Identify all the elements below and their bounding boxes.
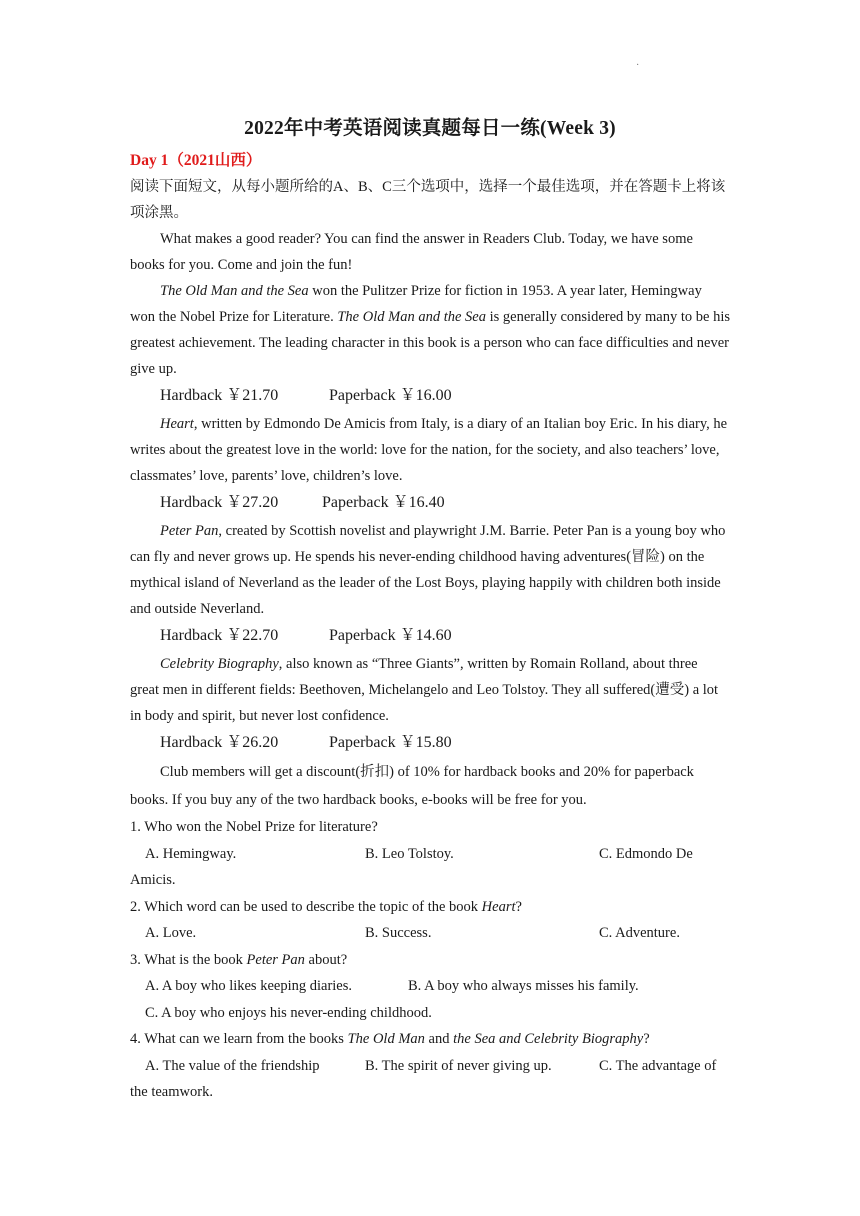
stem-book-title: Peter Pan — [246, 951, 305, 968]
option-a[interactable]: A. A boy who likes keeping diaries. — [145, 978, 353, 994]
option-c[interactable]: C. Adventure. — [599, 925, 680, 941]
question-2-options — [130, 920, 730, 947]
question-3-stem — [130, 947, 730, 974]
book-title: Celebrity Biography — [160, 656, 279, 672]
stem-end: ? — [515, 898, 522, 915]
stem-end: about? — [304, 951, 348, 968]
option-a[interactable]: A. Hemingway. — [145, 845, 237, 862]
book-description-cont: is generally considered by many to be his greatest achievement. The leading character in this book is a person who can face difficulties and never give up. — [130, 309, 730, 377]
header-dot-mark: · — [636, 60, 640, 71]
stem-mid: and — [424, 1031, 454, 1047]
instructions: 阅读下面短文，从每小题所给的A、B、C三个选项中，选择一个最佳选项，并在答题卡上将该项涂黑。 — [130, 179, 726, 221]
stem-book-title-2: the Sea and Celebrity Biography — [453, 1031, 644, 1047]
paperback-price: Paperback ￥16.00 — [329, 387, 452, 404]
book-title: The Old Man and the Sea — [160, 283, 309, 299]
question-3-options-ab — [130, 973, 730, 1000]
question-1-options — [130, 841, 730, 868]
option-c-continued: the teamwork. — [130, 1084, 213, 1100]
question-2-stem — [130, 894, 730, 921]
paperback-price: Paperback ￥16.40 — [322, 494, 445, 511]
book-paragraph-2 — [130, 411, 730, 489]
question-1-stem: 1. Who won the Nobel Prize for literature? — [130, 819, 378, 835]
option-c[interactable]: C. The advantage of — [599, 1057, 717, 1074]
stem-text: 2. Which word can be used to describe the topic of the book — [130, 898, 482, 915]
book-title-repeat: The Old Man and the Sea — [337, 309, 486, 325]
option-a[interactable]: A. The value of the friendship — [145, 1057, 320, 1074]
book-paragraph-1 — [130, 278, 730, 382]
intro-paragraph: What makes a good reader? You can find the answer in Readers Club. Today, we have some books for you. Come and join the fun! — [130, 231, 693, 273]
book-description: , created by Scottish novelist and playwright J.M. Barrie. Peter Pan is a young boy who can fly and never grows up. He spends his never-ending childhood having adventures(冒险) on the mythical island of Neverland as the leader of the Lost Boys, playing happily with children both inside and outside Neverland. — [130, 523, 726, 617]
stem-end: ? — [643, 1031, 650, 1047]
day-label: Day 1（2021山西） — [130, 152, 262, 169]
price-line-3 — [130, 622, 730, 650]
paperback-price: Paperback ￥15.80 — [329, 734, 452, 751]
option-c[interactable]: C. Edmondo De — [599, 845, 693, 862]
hardback-price: Hardback ￥27.20 — [160, 494, 279, 511]
book-description: , also known as “Three Giants”, written by Romain Rolland, about three great men in different fields: Beethoven, Michelangelo and Leo Tolstoy. They all suffered(遭受) a lot in body and spirit, but never lost confidence. — [130, 656, 719, 724]
book-description: , written by Edmondo De Amicis from Italy, is a diary of an Italian boy Eric. In his diary, he writes about the greatest love in the world: love for the nation, for the society, and also teachers’ love, classmates’ love, parents’ love, children’s love. — [130, 416, 728, 484]
stem-text: 4. What can we learn from the books — [130, 1031, 348, 1047]
club-note: Club members will get a discount(折扣) of 10% for hardback books and 20% for paperback books. If you buy any of the two hardback books, e-books will be free for you. — [130, 764, 694, 808]
book-title: Peter Pan — [160, 523, 219, 539]
question-4-options — [130, 1053, 730, 1080]
hardback-price: Hardback ￥22.70 — [160, 627, 279, 644]
price-line-4 — [130, 729, 730, 757]
page-title: 2022年中考英语阅读真题每日一练(Week 3) — [244, 118, 616, 139]
option-b[interactable]: B. Leo Tolstoy. — [365, 845, 454, 862]
option-b[interactable]: B. Success. — [365, 925, 432, 941]
paperback-price: Paperback ￥14.60 — [329, 627, 452, 644]
book-title: Heart — [160, 416, 194, 432]
option-b[interactable]: B. The spirit of never giving up. — [365, 1057, 552, 1074]
option-a[interactable]: A. Love. — [145, 925, 197, 941]
option-c-continued: Amicis. — [130, 872, 176, 888]
book-paragraph-3 — [130, 518, 730, 622]
hardback-price: Hardback ￥26.20 — [160, 734, 279, 751]
option-c[interactable]: C. A boy who enjoys his never-ending childhood. — [145, 1004, 432, 1021]
option-b[interactable]: B. A boy who always misses his family. — [408, 978, 639, 994]
stem-book-title-1: The Old Man — [347, 1031, 425, 1047]
stem-text: 3. What is the book — [130, 951, 247, 968]
document-page — [130, 112, 730, 1106]
hardback-price: Hardback ￥21.70 — [160, 387, 279, 404]
question-4-stem — [130, 1026, 730, 1053]
book-paragraph-4 — [130, 651, 730, 729]
stem-book-title: Heart — [481, 898, 516, 915]
question-3-options-c — [130, 1000, 730, 1027]
price-line-2 — [130, 489, 730, 517]
price-line-1 — [130, 382, 730, 410]
book-description: won the Pulitzer Prize for fiction in 1953. A year later, Hemingway won the Nobel Prize for Literature. — [130, 283, 702, 325]
